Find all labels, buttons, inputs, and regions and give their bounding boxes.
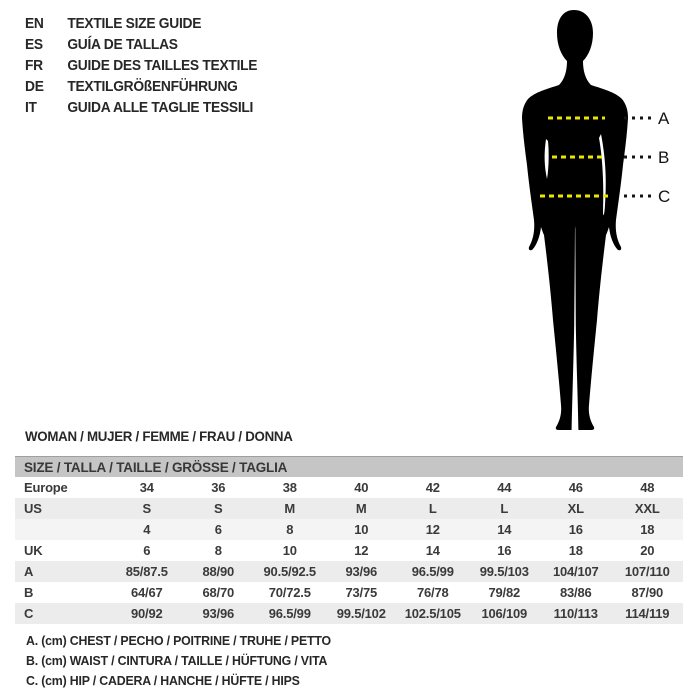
table-cell: 76/78 [416, 585, 449, 600]
table-cell: 20 [640, 543, 655, 558]
size-table-header: SIZE / TALLA / TAILLE / GRÖSSE / TAGLIA [15, 456, 683, 477]
table-cell: 10 [282, 543, 297, 558]
lang-title-fr: GUIDE DES TAILLES TEXTILE [67, 57, 258, 74]
legend-waist: B. (cm) WAIST / CINTURA / TAILLE / HÜFTUNG / VITA [26, 653, 328, 668]
table-cell: 10 [354, 522, 369, 537]
lang-row-fr [25, 55, 257, 76]
table-row-hip-c [15, 603, 683, 624]
lang-row-en [25, 13, 257, 34]
table-cell: 48 [640, 480, 655, 495]
section-title: WOMAN / MUJER / FEMME / FRAU / DONNA [25, 428, 293, 444]
table-cell: 96.5/99 [411, 564, 454, 579]
table-cell: M [284, 501, 296, 516]
table-cell: 99.5/103 [479, 564, 529, 579]
table-cell: 46 [568, 480, 583, 495]
row-label: C [24, 606, 34, 621]
table-cell: L [428, 501, 437, 516]
lang-title-es: GUÍA DE TALLAS [67, 36, 178, 53]
table-cell: 96.5/99 [268, 606, 311, 621]
table-row-us-letters [15, 498, 683, 519]
table-row-europe [15, 477, 683, 498]
table-cell: 93/96 [345, 564, 378, 579]
lang-code-de: DE [25, 78, 44, 95]
table-cell: 12 [425, 522, 440, 537]
table-row-chest-a [15, 561, 683, 582]
chest-label: A [658, 109, 670, 128]
lang-code-it: IT [25, 99, 37, 116]
table-cell: XXL [634, 501, 660, 516]
table-cell: 44 [497, 480, 512, 495]
table-cell: 90/92 [130, 606, 163, 621]
lang-row-it [25, 97, 257, 118]
row-label: UK [24, 543, 43, 558]
table-cell: 83/86 [559, 585, 592, 600]
table-row-us-numeric [15, 519, 683, 540]
table-cell: 38 [282, 480, 297, 495]
table-cell: 68/70 [202, 585, 235, 600]
table-cell: 42 [425, 480, 440, 495]
table-cell: 18 [568, 543, 583, 558]
language-title-block [25, 13, 257, 118]
table-cell: 4 [143, 522, 151, 537]
table-cell: 8 [214, 543, 222, 558]
table-cell: 6 [143, 543, 151, 558]
lang-code-en: EN [25, 15, 44, 32]
table-cell: 18 [640, 522, 655, 537]
woman-silhouette-diagram [475, 5, 675, 445]
table-cell: 34 [139, 480, 154, 495]
table-cell: L [500, 501, 509, 516]
lang-title-de: TEXTILGRÖßENFÜHRUNG [67, 78, 238, 95]
table-cell: M [355, 501, 367, 516]
table-cell: 14 [497, 522, 512, 537]
row-label: Europe [24, 480, 68, 495]
waist-label: B [658, 148, 670, 167]
table-cell: 93/96 [202, 606, 235, 621]
lang-code-fr: FR [25, 57, 43, 74]
table-cell: 16 [568, 522, 583, 537]
legend-hip: C. (cm) HIP / CADERA / HANCHE / HÜFTE / HIPS [26, 673, 300, 688]
table-row-waist-b [15, 582, 683, 603]
woman-silhouette-svg [475, 5, 675, 445]
table-cell: 16 [497, 543, 512, 558]
table-cell: 73/75 [345, 585, 378, 600]
lang-code-es: ES [25, 36, 43, 53]
table-cell: 114/119 [625, 606, 670, 621]
table-cell: 88/90 [202, 564, 235, 579]
table-cell: S [142, 501, 151, 516]
table-cell: XL [567, 501, 584, 516]
table-cell: 110/113 [553, 606, 598, 621]
lang-title-it: GUIDA ALLE TAGLIE TESSILI [67, 99, 254, 116]
table-cell: 85/87.5 [125, 564, 168, 579]
hip-label: C [658, 187, 671, 206]
row-label: A [24, 564, 34, 579]
table-cell: 99.5/102 [336, 606, 386, 621]
row-label: US [24, 501, 42, 516]
lang-title-en: TEXTILE SIZE GUIDE [67, 15, 202, 32]
lang-row-es [25, 34, 257, 55]
table-cell: 40 [354, 480, 369, 495]
woman-silhouette-shape [522, 10, 628, 430]
table-cell: 104/107 [552, 564, 599, 579]
table-cell: S [214, 501, 223, 516]
table-cell: 106/109 [481, 606, 528, 621]
legend-chest: A. (cm) CHEST / PECHO / POITRINE / TRUHE / PETTO [26, 633, 331, 648]
table-row-uk [15, 540, 683, 561]
table-cell: 8 [286, 522, 294, 537]
measurement-legend [26, 631, 331, 691]
table-cell: 70/72.5 [268, 585, 311, 600]
table-cell: 12 [354, 543, 369, 558]
table-cell: 79/82 [488, 585, 521, 600]
table-cell: 36 [211, 480, 226, 495]
table-cell: 14 [425, 543, 440, 558]
lang-row-de [25, 76, 257, 97]
row-label: B [24, 585, 34, 600]
table-cell: 102.5/105 [404, 606, 461, 621]
table-cell: 90.5/92.5 [263, 564, 316, 579]
table-cell: 64/67 [130, 585, 163, 600]
size-table [15, 456, 683, 624]
table-cell: 107/110 [624, 564, 670, 579]
table-cell: 87/90 [631, 585, 664, 600]
table-cell: 6 [214, 522, 222, 537]
